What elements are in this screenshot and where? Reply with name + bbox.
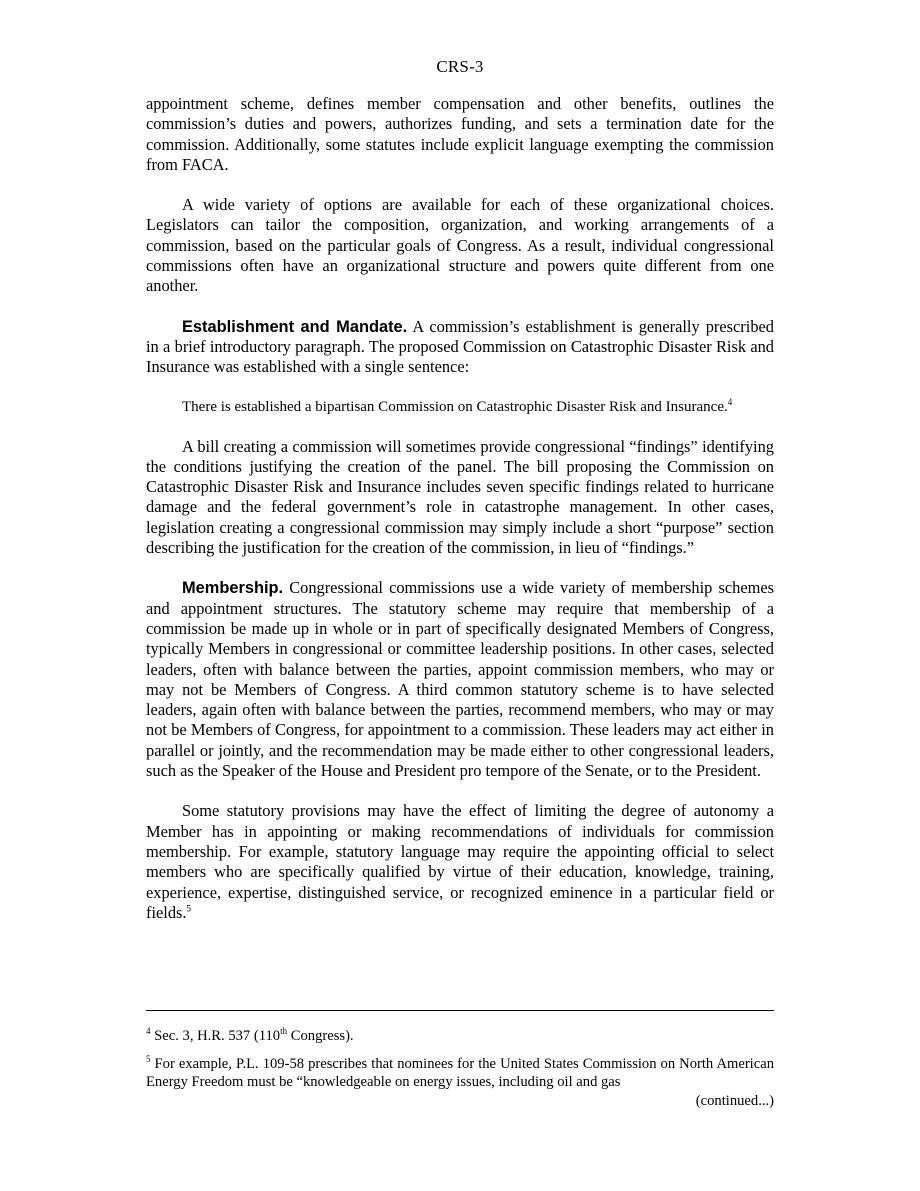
membership-text: Congressional commissions use a wide variety of membership schemes and appointment structures. The statutory scheme may require that membership of a commission be made up in whole or in part of specifically designated Members of Congress, typically Members in congressional or committee leadership positions. In other cases, selected leaders, often with balance between the parties, appoint commission members, who may or may not be Members of Congress. A third common statutory scheme is to have selected leaders, again often with balance between the parties, recommend members, who may or may not be Members of Congress, for appointment to a commission. These leaders may act either in parallel or jointly, and the recommendation may be made either to other congressional leaders, such as the Speaker of the House and President pro tempore of the Senate, or to the President. <box>146 578 774 781</box>
footnote-5-text: For example, P.L. 109-58 prescribes that nominees for the United States Commission on North American Energy Freedom must be “knowledgeable on energy issues, including oil and gas <box>146 1055 774 1090</box>
continued-marker: (continued...) <box>695 1092 774 1109</box>
section-heading-membership: Membership. <box>182 579 284 598</box>
footnote-marker-4: 4 <box>146 1026 151 1037</box>
statutory-quote <box>182 398 774 417</box>
paragraph-autonomy <box>146 801 774 923</box>
quote-text: There is established a bipartisan Commission on Catastrophic Disaster Risk and Insurance. <box>182 398 728 415</box>
footnote-divider <box>146 1010 774 1011</box>
paragraph-establishment <box>146 317 774 378</box>
autonomy-text: Some statutory provisions may have the effect of limiting the degree of autonomy a Member has in appointing or making recommendations of individuals for commission membership. For example, statutory language may require the appointing official to select members who are specifically qualified by virtue of their education, knowledge, training, experience, expertise, distinguished service, or recognized eminence in a particular field or fields. <box>146 801 774 922</box>
footnotes-section <box>146 1027 774 1110</box>
footnote-marker-5: 5 <box>146 1053 151 1064</box>
document-page <box>146 0 774 943</box>
establishment-text: A commission’s establishment is generally prescribed in a brief introductory paragraph. The proposed Commission on Catastrophic Disaster Risk and Insurance was established with a single sentence: <box>146 316 774 377</box>
footnote-ref-4[interactable]: 4 <box>727 396 733 407</box>
footnote-4 <box>146 1027 774 1046</box>
footnote-4-text: Sec. 3, H.R. 537 (110 <box>150 1028 281 1044</box>
paragraph-membership <box>146 578 774 781</box>
section-heading-establishment: Establishment and Mandate. <box>182 317 408 336</box>
paragraph-findings: A bill creating a commission will sometimes provide congressional “findings” identifying the conditions justifying the creation of the panel. The bill proposing the Commission on Catastrophic Disaster Risk and Insurance includes seven specific findings related to hurricane damage and the federal government’s role in catastrophe management. In other cases, legislation creating a congressional commission may simply include a short “purpose” section describing the justification for the creation of the commission, in lieu of “findings.” <box>146 436 774 558</box>
paragraph-organizational-options: A wide variety of options are available for each of these organizational choices. Legislators can tailor the composition, organization, and working arrangements of a commission, based on the particular goals of Congress. As a result, individual congressional commissions often have an organizational structure and powers quite different from one another. <box>146 195 774 296</box>
page-header: CRS-3 <box>436 57 484 76</box>
footnote-5 <box>146 1055 774 1092</box>
ordinal-suffix: th <box>280 1026 288 1037</box>
paragraph-continuation: appointment scheme, defines member compensation and other benefits, outlines the commission’s duties and powers, authorizes funding, and sets a termination date for the commission. Additionally, some statutes include explicit language exempting the commission from FACA. <box>146 94 774 174</box>
footnote-4-text-end: Congress). <box>287 1028 354 1044</box>
footnote-ref-5[interactable]: 5 <box>186 903 192 914</box>
